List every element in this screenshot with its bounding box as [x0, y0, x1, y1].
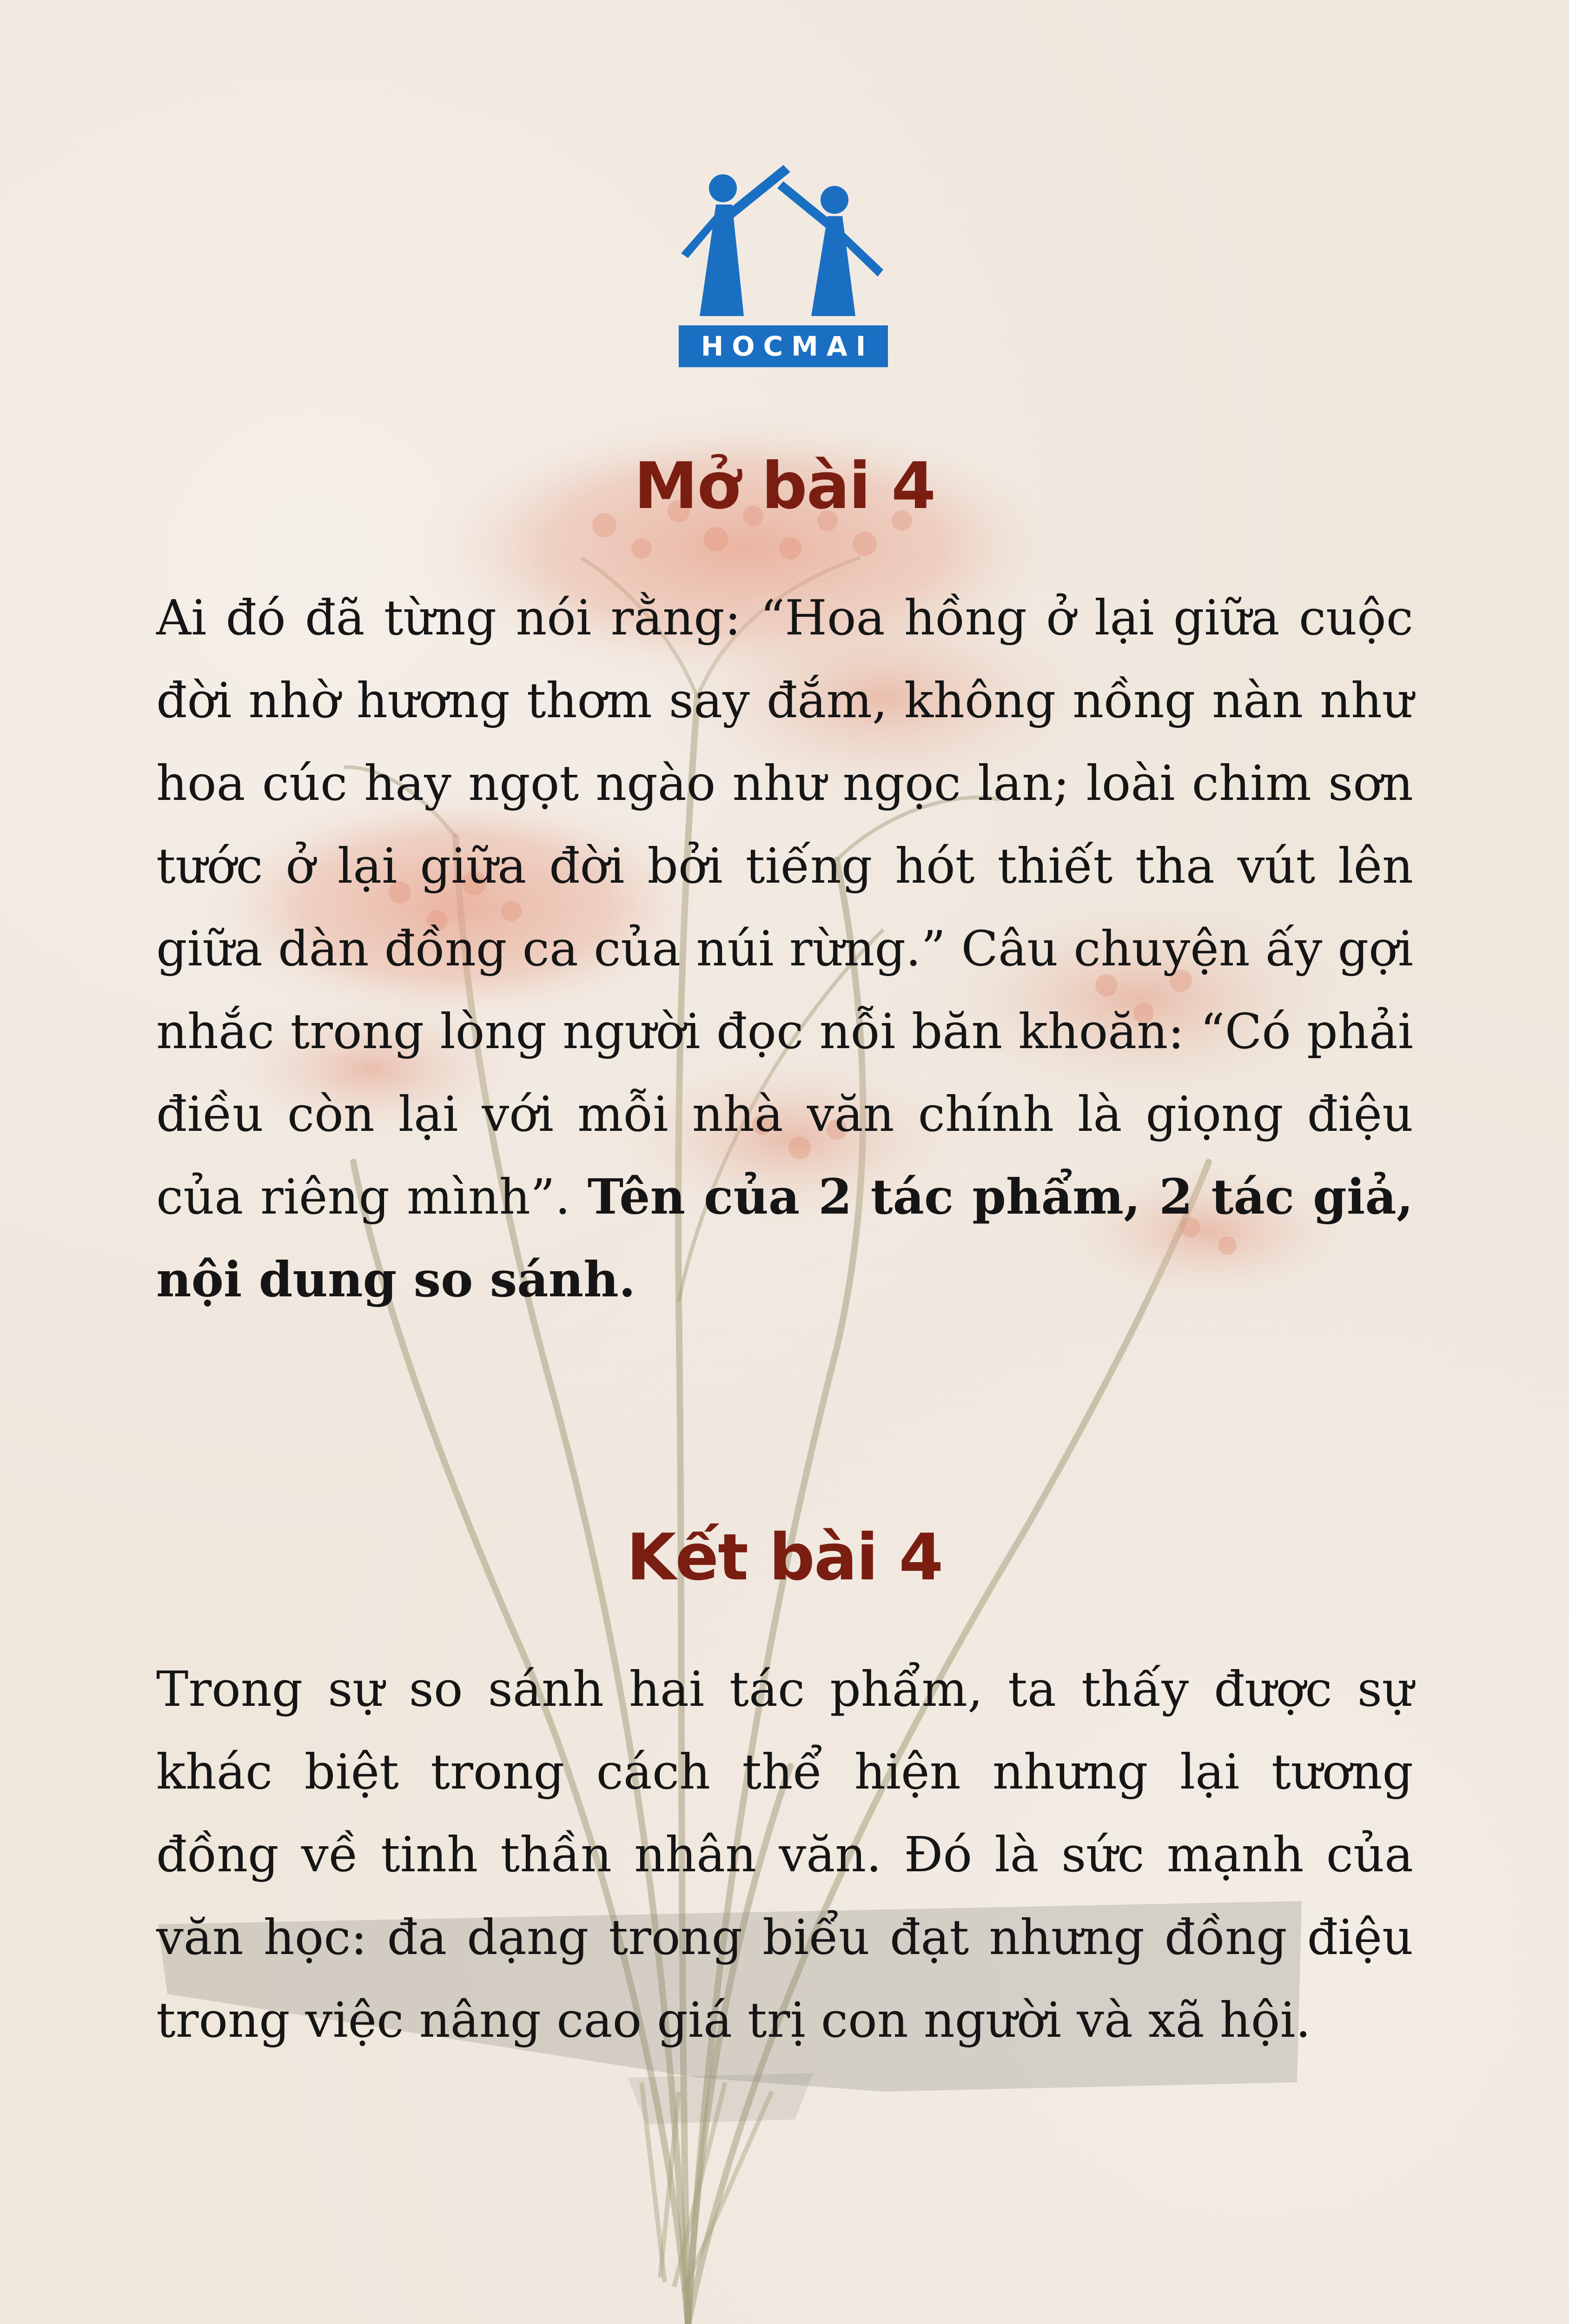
section-body-mo-bai: [156, 576, 1413, 1321]
section-title-mo-bai: Mở bài 4: [634, 449, 935, 523]
section-body-ket-bai: [156, 1648, 1413, 2061]
closing-paragraph-text: Trong sự so sánh hai tác phẩm, ta thấy được sự khác biệt trong cách thể hiện nhưng lại tương đồng về tinh thần nhân văn. Đó là sức mạnh của văn học: đa dạng trong biểu đạt nhưng đồng điệu trong việc nâng cao giá trị con người và xã hội.: [156, 1661, 1413, 2048]
logo-wordmark: HOCMAI: [701, 330, 874, 362]
hocmai-logo: [679, 163, 888, 367]
section-title-ket-bai: Kết bài 4: [626, 1520, 943, 1595]
opening-emphasis-text: Tên của 2 tác phẩm, 2 tác giả, nội dung so sánh.: [156, 1168, 1413, 1308]
opening-paragraph-text: Ai đó đã từng nói rằng: “Hoa hồng ở lại giữa cuộc đời nhờ hương thơm say đắm, không nồng nàn như hoa cúc hay ngọt ngào như ngọc lan; loài chim sơn tước ở lại giữa đời bởi tiếng hót thiết tha vút lên giữa dàn đồng ca của núi rừng.” Câu chuyện ấy gợi nhắc trong lòng người đọc nỗi băn khoăn: “Có phải điều còn lại với mỗi nhà văn chính là giọng điệu của riêng mình”.: [156, 589, 1413, 1225]
logo-wordmark-bar: [679, 325, 888, 367]
hocmai-two-figures-icon: [679, 163, 888, 321]
